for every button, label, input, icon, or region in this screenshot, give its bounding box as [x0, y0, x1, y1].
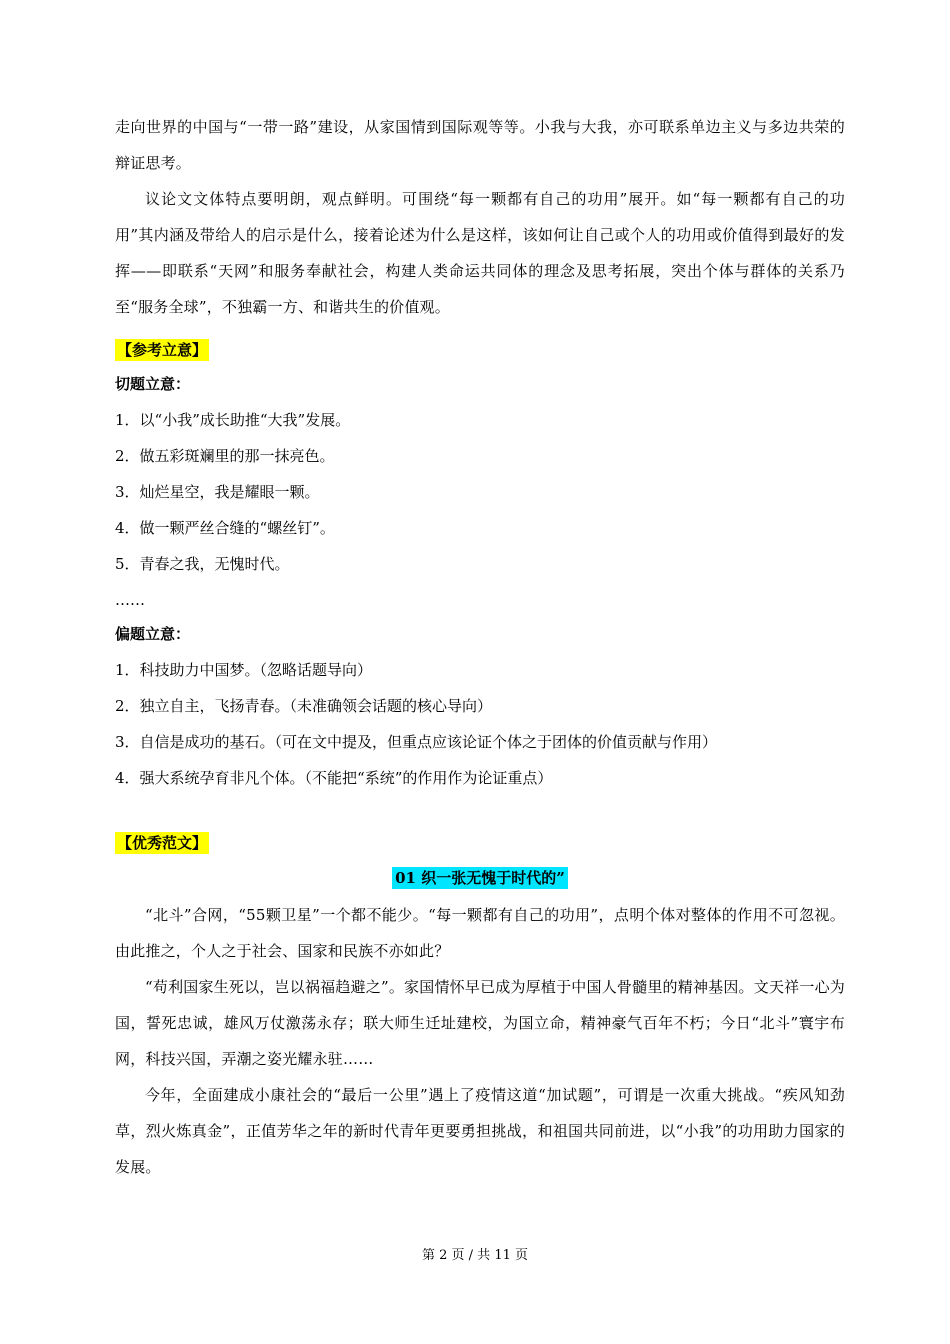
on-topic-item-4: 4．做一颗严丝合缝的“螺丝钉”。	[115, 519, 335, 537]
essay-paragraph-2: “苟利国家生死以，岂以祸福趋避之”。家国情怀早已成为厚植于中国人骨髓里的精神基因。文天祥一心为国，誓死忠诚，雄风万仗激荡永存；联大师生迁址建校，为国立命，精神豪气百年不朽；今日“北斗”寰宇布网，科技兴国，弄潮之姿光耀永驻……	[115, 978, 845, 1068]
off-topic-item-1: 1．科技助力中国梦。（忽略话题导向）	[115, 661, 373, 679]
intro-section	[115, 109, 845, 325]
reference-section	[115, 339, 845, 361]
on-topic-section	[115, 366, 845, 618]
page-footer: 第 2 页 / 共 11 页	[422, 1248, 528, 1263]
on-topic-item-1: 1．以“小我”成长助推“大我”发展。	[115, 411, 351, 429]
sample-label-row	[115, 832, 845, 854]
intro-paragraph-1: 走向世界的中国与“一带一路”建设，从家国情到国际观等等。小我与大我，亦可联系单边主义与多边共荣的辩证思考。	[115, 118, 845, 172]
sample-label-section	[115, 832, 845, 854]
on-topic-item-2: 2．做五彩斑斓里的那一抹亮色。	[115, 447, 335, 465]
off-topic-section	[115, 616, 845, 796]
essay-paragraph-3: 今年，全面建成小康社会的“最后一公里”遇上了疫情这道“加试题”，可谓是一次重大挑战。“疾风知劲草，烈火炼真金”，正值芳华之年的新时代青年更要勇担挑战，和祖国共同前进，以“小我”的功用助力国家的发展。	[115, 1086, 845, 1176]
off-topic-item-3: 3．自信是成功的基石。（可在文中提及，但重点应该论证个体之于团体的价值贡献与作用）	[115, 733, 718, 751]
intro-paragraph-2: 议论文文体特点要明朗，观点鲜明。可围绕“每一颗都有自己的功用”展开。如“每一颗都有自己的功用”其内涵及带给人的启示是什么，接着论述为什么是这样，该如何让自己或个人的功用或价值得到最好的发挥——即联系“天网”和服务奉献社会，构建人类命运共同体的理念及思考拓展，突出个体与群体的关系乃至“服务全球”，不独霸一方、和谐共生的价值观。	[115, 190, 845, 316]
on-topic-item-3: 3．灿烂星空，我是耀眼一颗。	[115, 483, 320, 501]
off-topic-item-4: 4．强大系统孕育非凡个体。（不能把“系统”的作用作为论证重点）	[115, 769, 553, 787]
off-topic-heading: 偏题立意：	[115, 625, 191, 643]
essay-title: 01 织一张无愧于时代的”	[392, 867, 568, 889]
reference-label: 【参考立意】	[117, 341, 208, 359]
sample-label: 【优秀范文】	[117, 834, 208, 852]
on-topic-heading: 切题立意：	[115, 375, 191, 393]
essay-body	[115, 897, 845, 1185]
essay-paragraph-1: “北斗”合网，“55颗卫星”一个都不能少。“每一颗都有自己的功用”，点明个体对整体的作用不可忽视。由此推之，个人之于社会、国家和民族不亦如此？	[115, 906, 845, 960]
essay-title-row	[115, 867, 845, 889]
ellipsis: ……	[115, 591, 145, 609]
reference-label-row	[115, 339, 845, 361]
on-topic-item-5: 5．青春之我，无愧时代。	[115, 555, 290, 573]
off-topic-item-2: 2．独立自主，飞扬青春。（未准确领会话题的核心导向）	[115, 697, 493, 715]
